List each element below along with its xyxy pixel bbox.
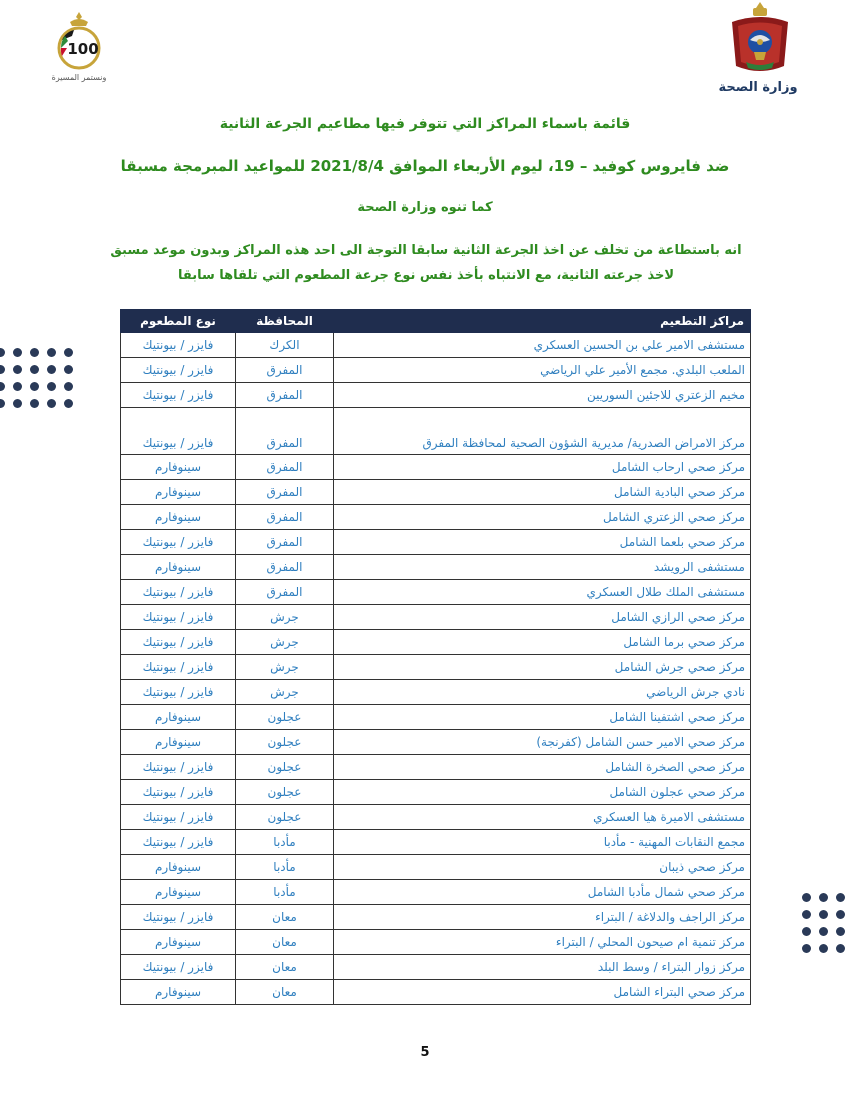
vaccine-cell: سينوفارم [121, 880, 236, 905]
center-cell: نادي جرش الرياضي [334, 680, 751, 705]
governorate-cell: عجلون [236, 705, 334, 730]
governorate-cell: معان [236, 980, 334, 1005]
center-cell: مركز صحي الرازي الشامل [334, 605, 751, 630]
table-row [121, 755, 751, 780]
table-row [121, 905, 751, 930]
governorate-cell: مأدبا [236, 880, 334, 905]
vaccine-cell: سينوفارم [121, 505, 236, 530]
table-row [121, 555, 751, 580]
governorate-cell: معان [236, 930, 334, 955]
vaccine-cell: سينوفارم [121, 930, 236, 955]
vaccine-cell: فايزر / بيونتيك [121, 805, 236, 830]
center-cell: مستشفى الامير علي بن الحسين العسكري [334, 333, 751, 358]
decorative-dots-right [802, 893, 850, 953]
table-row [121, 880, 751, 905]
table-row [121, 333, 751, 358]
column-header-center: مراكز التطعيم [334, 310, 751, 333]
vaccine-cell: فايزر / بيونتيك [121, 630, 236, 655]
centennial-logo [48, 10, 110, 84]
coat-of-arms-icon [720, 0, 800, 80]
table-row [121, 358, 751, 383]
table-row [121, 855, 751, 880]
vaccine-cell: فايزر / بيونتيك [121, 530, 236, 555]
vaccine-cell: فايزر / بيونتيك [121, 383, 236, 408]
decorative-dots-left [0, 348, 73, 408]
table-row [121, 830, 751, 855]
center-cell: مركز صحي شمال مأدبا الشامل [334, 880, 751, 905]
column-header-governorate: المحافظة [236, 310, 334, 333]
vaccine-cell: فايزر / بيونتيك [121, 780, 236, 805]
table-row [121, 680, 751, 705]
table-row [121, 655, 751, 680]
center-cell: الملعب البلدي. مجمع الأمير علي الرياضي [334, 358, 751, 383]
table-row [121, 455, 751, 480]
governorate-cell: المفرق [236, 358, 334, 383]
table-row [121, 805, 751, 830]
governorate-cell: عجلون [236, 780, 334, 805]
governorate-cell: المفرق [236, 505, 334, 530]
center-cell: مركز صحي عجلون الشامل [334, 780, 751, 805]
table-row [121, 780, 751, 805]
center-cell: مركز صحي بلعما الشامل [334, 530, 751, 555]
center-cell: مجمع النقابات المهنية - مأدبا [334, 830, 751, 855]
vaccine-cell: فايزر / بيونتيك [121, 755, 236, 780]
center-cell: مخيم الزعتري للاجئين السوريين [334, 383, 751, 408]
center-cell: مركز صحي جرش الشامل [334, 655, 751, 680]
table-row [121, 580, 751, 605]
governorate-cell: عجلون [236, 805, 334, 830]
logo-number: 100 [67, 40, 99, 58]
vaccine-cell: سينوفارم [121, 730, 236, 755]
table-row [121, 408, 751, 455]
center-cell: مستشفى الرويشد [334, 555, 751, 580]
vaccine-cell: سينوفارم [121, 980, 236, 1005]
governorate-cell: جرش [236, 680, 334, 705]
column-header-vaccine: نوع المطعوم [121, 310, 236, 333]
logo-tagline: ونستمر المسيرة [51, 73, 107, 82]
center-cell: مركز الامراض الصدرية/ مديرية الشؤون الصحية لمحافظة المفرق [334, 408, 751, 455]
vaccine-cell: فايزر / بيونتيك [121, 955, 236, 980]
governorate-cell: المفرق [236, 408, 334, 455]
center-cell: مركز صحي برما الشامل [334, 630, 751, 655]
center-cell: مركز الراجف والدلاغة / البتراء [334, 905, 751, 930]
vaccine-cell: فايزر / بيونتيك [121, 830, 236, 855]
vaccine-cell: فايزر / بيونتيك [121, 580, 236, 605]
page-number: 5 [420, 1045, 430, 1060]
center-cell: مركز صحي الزعتري الشامل [334, 505, 751, 530]
governorate-cell: المفرق [236, 530, 334, 555]
table-row [121, 980, 751, 1005]
center-cell: مركز صحي البتراء الشامل [334, 980, 751, 1005]
title-line-1: قائمة باسماء المراكز التي تتوفر فيها مطاعيم الجرعة الثانية [219, 116, 631, 132]
vaccine-cell: سينوفارم [121, 480, 236, 505]
center-cell: مركز صحي الصخرة الشامل [334, 755, 751, 780]
ministry-name: وزارة الصحة [718, 80, 798, 95]
governorate-cell: جرش [236, 630, 334, 655]
title-line-3: كما تنوه وزارة الصحة [357, 200, 493, 215]
title-line-2: ضد فايروس كوفيد – 19، ليوم الأربعاء الموافق 2021/8/4 للمواعيد المبرمجة مسبقا [120, 157, 730, 175]
governorate-cell: عجلون [236, 730, 334, 755]
vaccine-cell: فايزر / بيونتيك [121, 358, 236, 383]
vaccine-cell: سينوفارم [121, 555, 236, 580]
governorate-cell: المفرق [236, 383, 334, 408]
table-row [121, 955, 751, 980]
table-row [121, 505, 751, 530]
vaccination-centers-table [120, 309, 751, 1005]
governorate-cell: مأدبا [236, 855, 334, 880]
table-row [121, 383, 751, 408]
center-cell: مركز صحي البادية الشامل [334, 480, 751, 505]
table-row [121, 630, 751, 655]
center-cell: مركز صحي اشتفينا الشامل [334, 705, 751, 730]
governorate-cell: جرش [236, 605, 334, 630]
governorate-cell: المفرق [236, 455, 334, 480]
vaccine-cell: سينوفارم [121, 455, 236, 480]
governorate-cell: معان [236, 955, 334, 980]
center-cell: مركز صحي الامير حسن الشامل (كفرنجة) [334, 730, 751, 755]
table-row [121, 530, 751, 555]
center-cell: مركز تنمية ام صيحون المحلي / البتراء [334, 930, 751, 955]
governorate-cell: المفرق [236, 480, 334, 505]
center-cell: مستشفى الملك طلال العسكري [334, 580, 751, 605]
center-cell: مستشفى الاميرة هيا العسكري [334, 805, 751, 830]
vaccine-cell: فايزر / بيونتيك [121, 655, 236, 680]
notice-paragraph: انه باستطاعة من تخلف عن اخذ الجرعة الثانية سابقا التوجة الى احد هذه المراكز وبدون موعد مسبق لاخذ جرعته الثانية، مع الانتباه بأخذ نفس نوع جرعة المطعوم التي تلقاها سابقا [110, 243, 742, 283]
vaccine-cell: فايزر / بيونتيك [121, 408, 236, 455]
table-row [121, 605, 751, 630]
table-row [121, 730, 751, 755]
governorate-cell: المفرق [236, 555, 334, 580]
center-cell: مركز زوار البتراء / وسط البلد [334, 955, 751, 980]
center-cell: مركز صحي ذيبان [334, 855, 751, 880]
center-cell: مركز صحي ارحاب الشامل [334, 455, 751, 480]
vaccine-cell: فايزر / بيونتيك [121, 333, 236, 358]
governorate-cell: جرش [236, 655, 334, 680]
governorate-cell: معان [236, 905, 334, 930]
centennial-emblem-icon [48, 10, 110, 74]
table-row [121, 705, 751, 730]
vaccine-cell: سينوفارم [121, 855, 236, 880]
vaccine-cell: فايزر / بيونتيك [121, 905, 236, 930]
governorate-cell: عجلون [236, 755, 334, 780]
vaccine-cell: سينوفارم [121, 705, 236, 730]
vaccine-cell: فايزر / بيونتيك [121, 680, 236, 705]
governorate-cell: مأدبا [236, 830, 334, 855]
governorate-cell: الكرك [236, 333, 334, 358]
table-header-row [121, 310, 751, 333]
governorate-cell: المفرق [236, 580, 334, 605]
table-row [121, 480, 751, 505]
vaccine-cell: فايزر / بيونتيك [121, 605, 236, 630]
table-row [121, 930, 751, 955]
